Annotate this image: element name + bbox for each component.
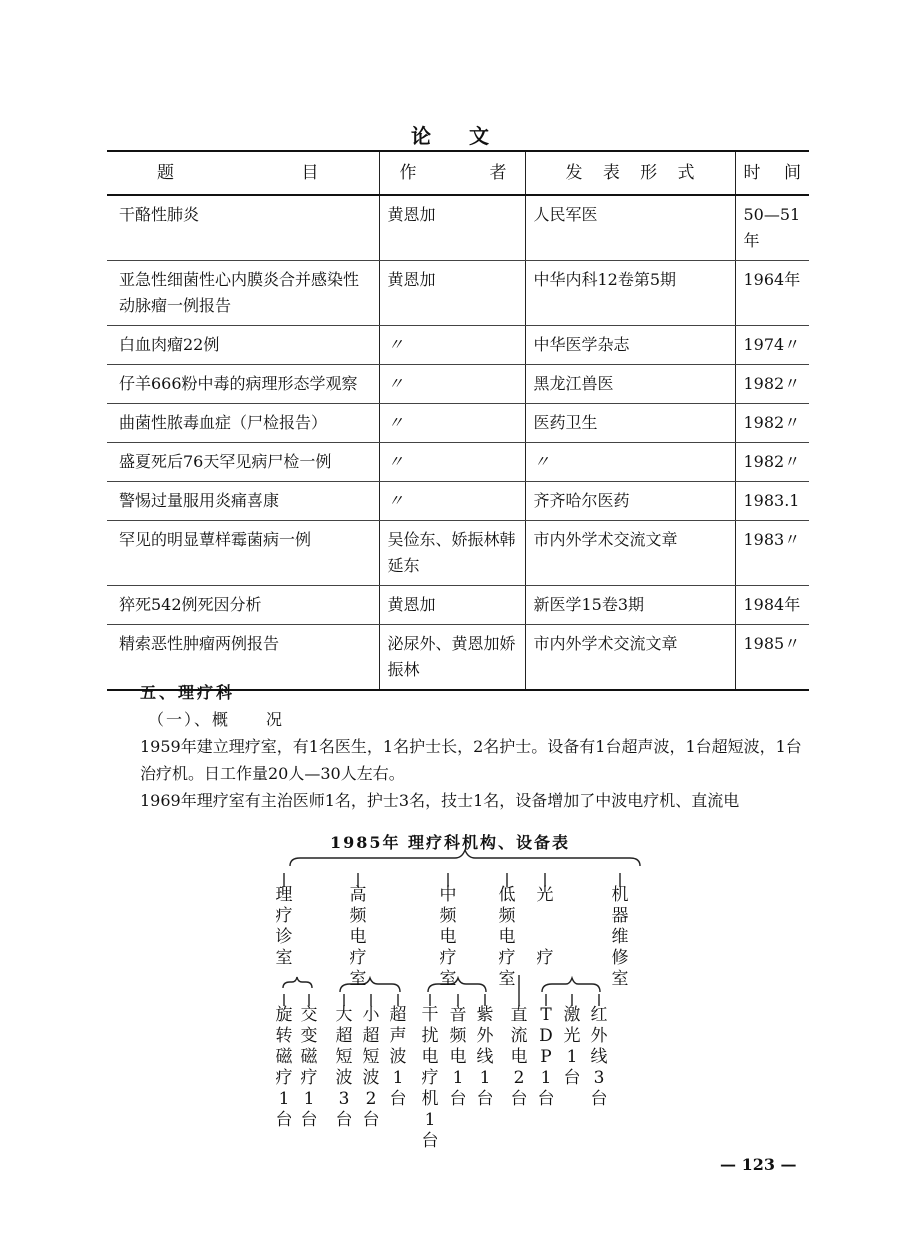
department-label: 低 频 电 疗 室 — [498, 885, 516, 989]
cell-publication: 中华医学杂志 — [525, 326, 735, 365]
cell-title: 盛夏死后76天罕见病尸检一例 — [107, 443, 379, 482]
cell-title: 亚急性细菌性心内膜炎合并感染性动脉瘤一例报告 — [107, 261, 379, 326]
equipment-label: T D P 1 台 — [537, 1005, 555, 1109]
equipment-label: 超 声 波 1 台 — [389, 1005, 407, 1109]
equipment-label: 激 光 1 台 — [563, 1005, 581, 1088]
cell-title: 警惕过量服用炎痛喜康 — [107, 482, 379, 521]
paragraph-2: 1969年理疗室有主治医师1名，护士3名，技士1名，设备增加了中波电疗机、直流电 — [140, 791, 740, 810]
cell-author: 〃 — [379, 326, 525, 365]
page-title: 论文 — [411, 124, 527, 148]
equipment-label: 旋 转 磁 疗 1 台 — [275, 1005, 293, 1130]
cell-publication: 新医学15卷3期 — [525, 586, 735, 625]
cell-publication: 中华内科12卷第5期 — [525, 261, 735, 326]
department-label: 光 疗 — [536, 885, 554, 968]
cell-publication: 黑龙江兽医 — [525, 365, 735, 404]
cell-time: 1982〃 — [735, 365, 809, 404]
cell-author: 〃 — [379, 443, 525, 482]
cell-author: 黄恩加 — [379, 195, 525, 261]
cell-time: 1964年 — [735, 261, 809, 326]
header-author: 作者 — [379, 151, 525, 195]
cell-title: 干酪性肺炎 — [107, 195, 379, 261]
cell-author: 〃 — [379, 482, 525, 521]
header-title: 题目 — [107, 151, 379, 195]
paragraph-1: 1959年建立理疗室，有1名医生，1名护士长，2名护士。设备有1台超声波，1台超短波，1台治疗机。日工作量20人—30人左右。 — [140, 737, 802, 783]
department-label: 中 频 电 疗 室 — [439, 885, 457, 989]
cell-time: 1985〃 — [735, 625, 809, 691]
cell-author: 黄恩加 — [379, 261, 525, 326]
cell-author: 〃 — [379, 404, 525, 443]
equipment-label: 小 超 短 波 2 台 — [362, 1005, 380, 1130]
cell-title: 猝死542例死因分析 — [107, 586, 379, 625]
equipment-label: 红 外 线 3 台 — [590, 1005, 608, 1109]
cell-title: 精索恶性肿瘤两例报告 — [107, 625, 379, 691]
section-subtitle: （一）、概 况 — [148, 710, 285, 729]
cell-publication: 人民军医 — [525, 195, 735, 261]
cell-title: 罕见的明显蕈样霉菌病一例 — [107, 521, 379, 586]
cell-time: 1982〃 — [735, 443, 809, 482]
equipment-label: 干 扰 电 疗 机 1 台 — [421, 1005, 439, 1151]
equipment-label: 紫 外 线 1 台 — [476, 1005, 494, 1109]
cell-time: 1974〃 — [735, 326, 809, 365]
cell-time: 50—51年 — [735, 195, 809, 261]
equipment-label: 音 频 电 1 台 — [449, 1005, 467, 1109]
cell-publication: 齐齐哈尔医药 — [525, 482, 735, 521]
department-label: 高 频 电 疗 室 — [349, 885, 367, 989]
cell-title: 仔羊666粉中毒的病理形态学观察 — [107, 365, 379, 404]
cell-time: 1983.1 — [735, 482, 809, 521]
equipment-label: 直 流 电 2 台 — [510, 1005, 528, 1109]
cell-publication: 医药卫生 — [525, 404, 735, 443]
header-time: 时间 — [735, 151, 809, 195]
cell-author: 黄恩加 — [379, 586, 525, 625]
cell-time: 1982〃 — [735, 404, 809, 443]
cell-publication: 市内外学术交流文章 — [525, 521, 735, 586]
cell-author: 泌尿外、黄恩加娇振林 — [379, 625, 525, 691]
org-chart-title: 1985年 理疗科机构、设备表 — [329, 833, 571, 852]
cell-title: 曲菌性脓毒血症（尸检报告） — [107, 404, 379, 443]
cell-time: 1984年 — [735, 586, 809, 625]
cell-time: 1983〃 — [735, 521, 809, 586]
cell-publication: 〃 — [525, 443, 735, 482]
cell-title: 白血肉瘤22例 — [107, 326, 379, 365]
department-label: 理 疗 诊 室 — [275, 885, 293, 968]
cell-publication: 市内外学术交流文章 — [525, 625, 735, 691]
header-publication: 发表形式 — [525, 151, 735, 195]
equipment-label: 大 超 短 波 3 台 — [335, 1005, 353, 1130]
page-number: — 123 — — [720, 1155, 797, 1174]
section-title: 五、理疗科 — [140, 683, 236, 702]
department-label: 机 器 维 修 室 — [611, 885, 629, 989]
cell-author: 吴俭东、娇振林韩延东 — [379, 521, 525, 586]
equipment-label: 交 变 磁 疗 1 台 — [300, 1005, 318, 1130]
cell-author: 〃 — [379, 365, 525, 404]
